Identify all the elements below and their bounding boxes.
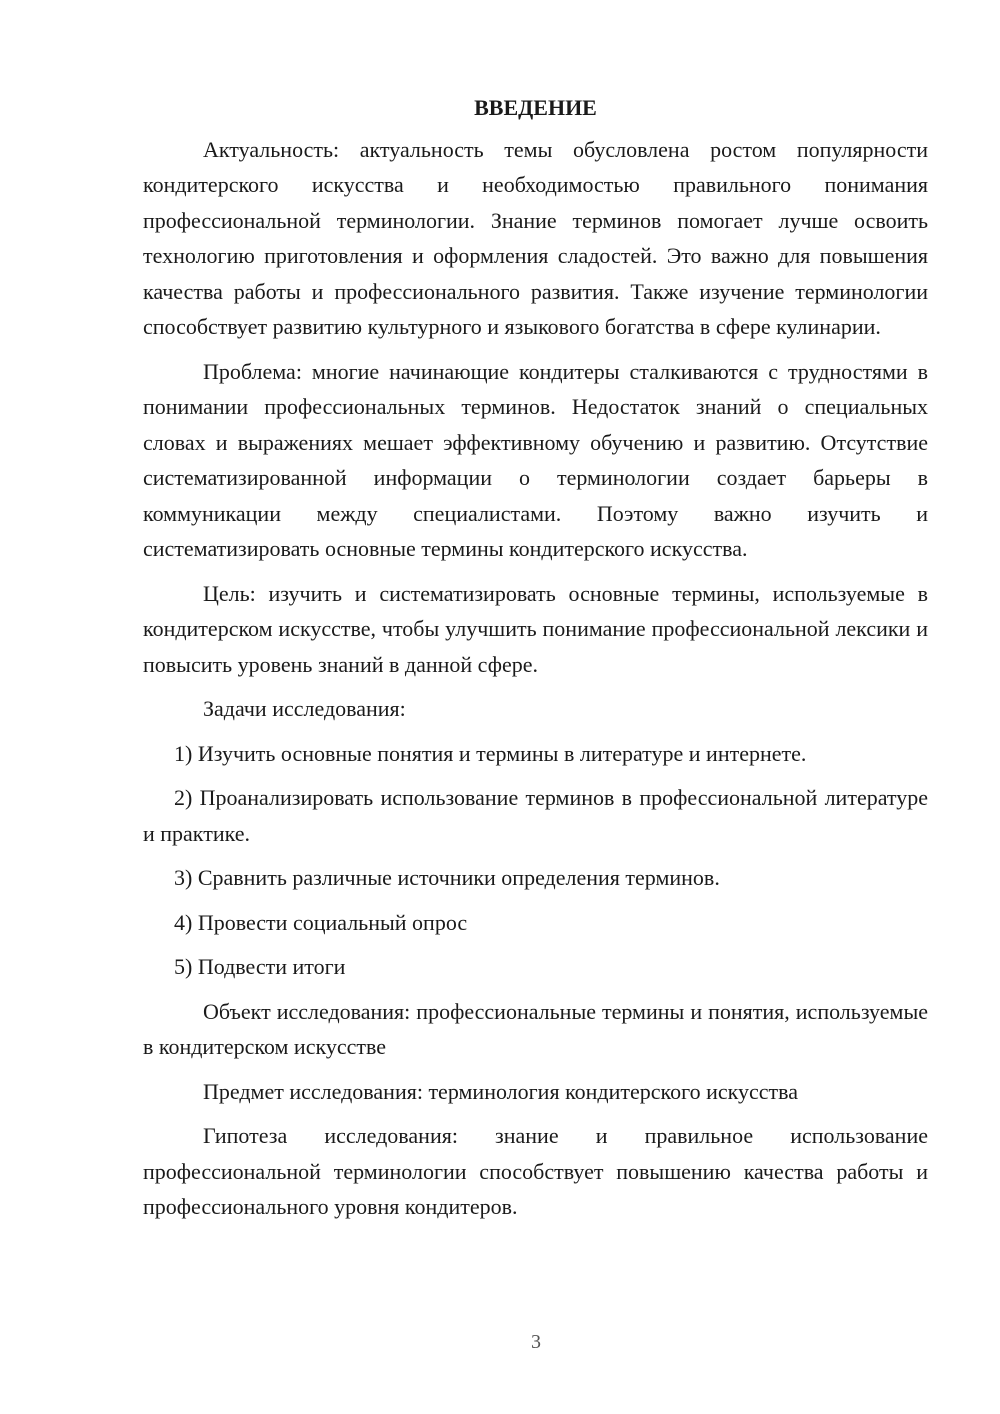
task-item: 1) Изучить основные понятия и термины в литературе и интернете. [174,740,807,766]
document-page [143,90,928,1234]
task-item: 5) Подвести итоги [174,954,346,979]
tasks-list [143,736,928,985]
subject-paragraph: Предмет исследования: терминология кондитерского искусства [203,1078,798,1104]
page-title: ВВЕДЕНИЕ [474,95,597,120]
goal-paragraph: Цель: изучить и систематизировать основные термины, используемые в кондитерском искусстве, чтобы улучшить понимание профессиональной лексики и повысить уровень знаний в данной сфере. [143,580,928,677]
relevance-paragraph: Актуальность: актуальность темы обусловлена ростом популярности кондитерского искусства и необходимостью правильного понимания профессиональной терминологии. Знание терминов помогает лучше освоить технологию приготовления и оформления сладостей. Это важно для повышения качества работы и профессионального развития. Также изучение терминологии способствует развитию культурного и языкового богатства в сфере кулинарии. [143,136,928,339]
tasks-heading: Задачи исследования: [203,696,406,721]
problem-paragraph: Проблема: многие начинающие кондитеры сталкиваются с трудностями в понимании профессиональных терминов. Недостаток знаний о специальных словах и выражениях мешает эффективному обучению и развитию. Отсутствие систематизированной информации о терминологии создает барьеры в коммуникации между специалистами. Поэтому важно изучить и систематизировать основные термины кондитерского искусства. [143,358,928,561]
task-item: 4) Провести социальный опрос [174,909,468,935]
object-paragraph: Объект исследования: профессиональные термины и понятия, используемые в кондитерском искусстве [143,998,928,1059]
page-number: 3 [531,1331,541,1353]
task-item: 2) Проанализировать использование терминов в профессиональной литературе и практике. [143,785,928,846]
task-item: 3) Сравнить различные источники определения терминов. [174,865,720,890]
hypothesis-paragraph: Гипотеза исследования: знание и правильное использование профессиональной терминологии способствует повышению качества работы и профессионального уровня кондитеров. [143,1123,928,1219]
